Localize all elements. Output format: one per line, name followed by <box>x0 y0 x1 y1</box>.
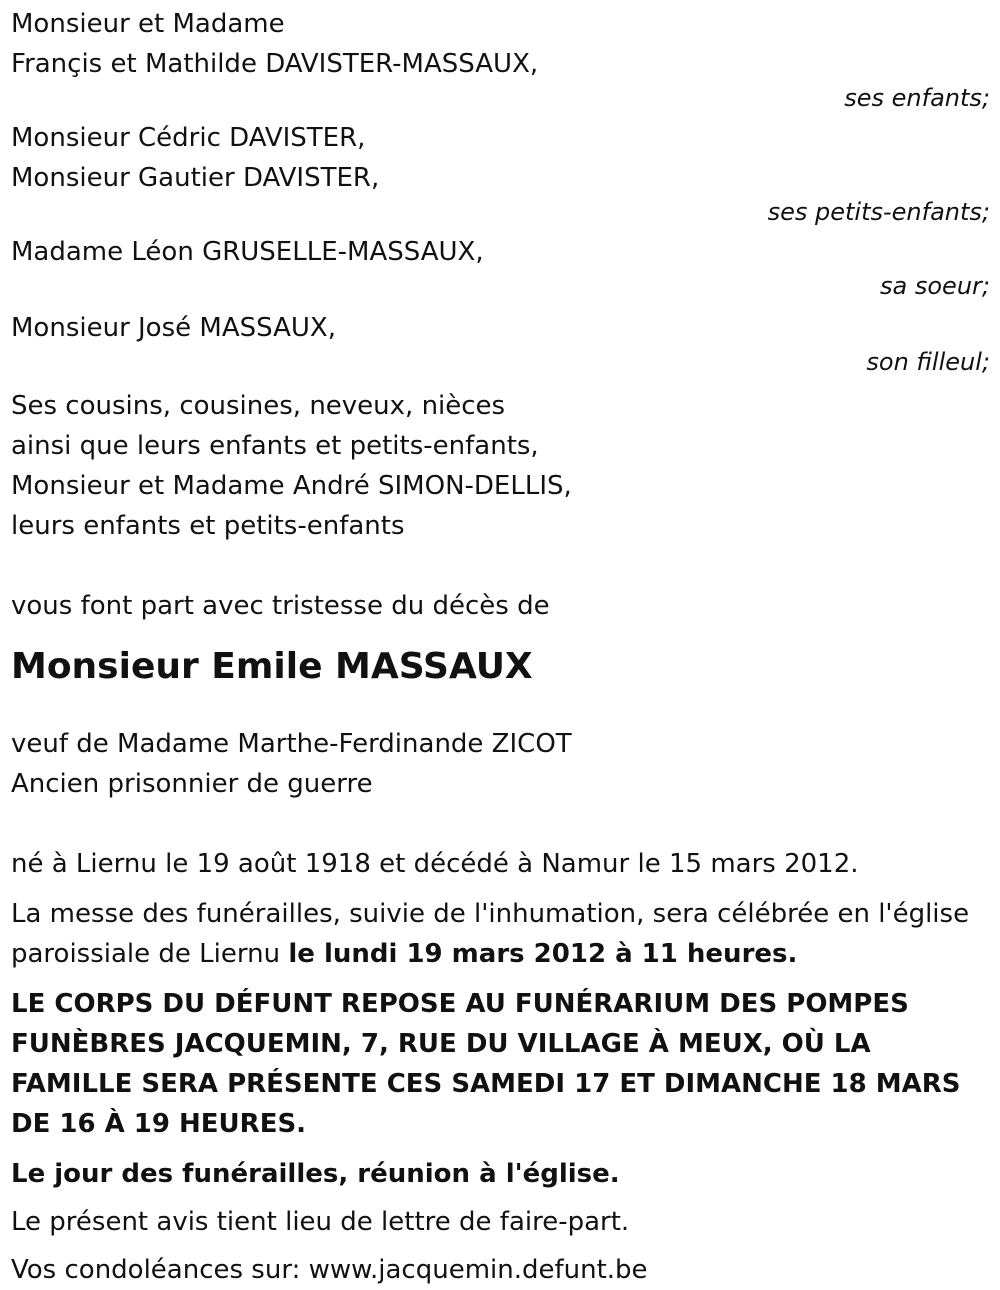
announcement-text: vous font part avec tristesse du décès de <box>11 591 550 621</box>
mass-when: le lundi 19 mars 2012 à 11 heures. <box>288 939 798 969</box>
grandchildren-relation: ses petits-enfants; <box>767 198 990 226</box>
sister-relation: sa soeur; <box>880 272 990 300</box>
widower-line: veuf de Madame Marthe-Ferdinande ZICOT <box>11 729 572 759</box>
announcement <box>11 586 990 626</box>
deceased-details <box>11 724 990 804</box>
dates-block <box>11 844 990 884</box>
other-relatives-block <box>11 386 990 546</box>
visitation-info: LE CORPS DU DÉFUNT REPOSE AU FUNÉRARIUM DES POMPES FUNÈBRES JACQUEMIN, 7, RUE DU VILLAGE À MEUX, OÙ LA FAMILLE SERA PRÉSENTE CES SAMEDI 17 ET DIMANCHE 18 MARS DE 16 À 19 HEURES. <box>11 989 961 1139</box>
notice-text: Le présent avis tient lieu de lettre de faire-part. <box>11 1207 630 1237</box>
children-relation: ses enfants; <box>844 84 990 112</box>
mass-text: La messe des funérailles, suivie de l'inhumation, sera célébrée en l'église paroissiale de Liernu <box>11 899 970 969</box>
other-relatives-line-3: Monsieur et Madame André SIMON-DELLIS, <box>11 471 572 501</box>
grandchildren-block <box>11 118 990 224</box>
children-line-2: Françis et Mathilde DAVISTER-MASSAUX, <box>11 49 539 79</box>
godson-relation: son filleul; <box>866 348 990 376</box>
birth-death-dates: né à Liernu le 19 août 1918 et décédé à Namur le 15 mars 2012. <box>11 849 859 879</box>
grandchildren-line-1: Monsieur Cédric DAVISTER, <box>11 123 366 153</box>
sister-block <box>11 232 990 298</box>
deceased-name: Monsieur Emile MASSAUX <box>11 646 533 687</box>
mass-info <box>11 894 990 974</box>
godson-block <box>11 308 990 374</box>
other-relatives-line-2: ainsi que leurs enfants et petits-enfants, <box>11 431 539 461</box>
deceased-title: Ancien prisonnier de guerre <box>11 769 373 799</box>
children-block <box>11 4 990 110</box>
grandchildren-line-2: Monsieur Gautier DAVISTER, <box>11 163 380 193</box>
other-relatives-line-1: Ses cousins, cousines, neveux, nièces <box>11 391 506 421</box>
godson-line: Monsieur José MASSAUX, <box>11 313 336 343</box>
condolences-text: Vos condoléances sur: www.jacquemin.defunt.be <box>11 1255 648 1285</box>
children-line-1: Monsieur et Madame <box>11 9 285 39</box>
other-relatives-line-4: leurs enfants et petits-enfants <box>11 511 405 541</box>
sister-line: Madame Léon GRUSELLE-MASSAUX, <box>11 237 484 267</box>
meeting-info: Le jour des funérailles, réunion à l'église. <box>11 1159 620 1189</box>
